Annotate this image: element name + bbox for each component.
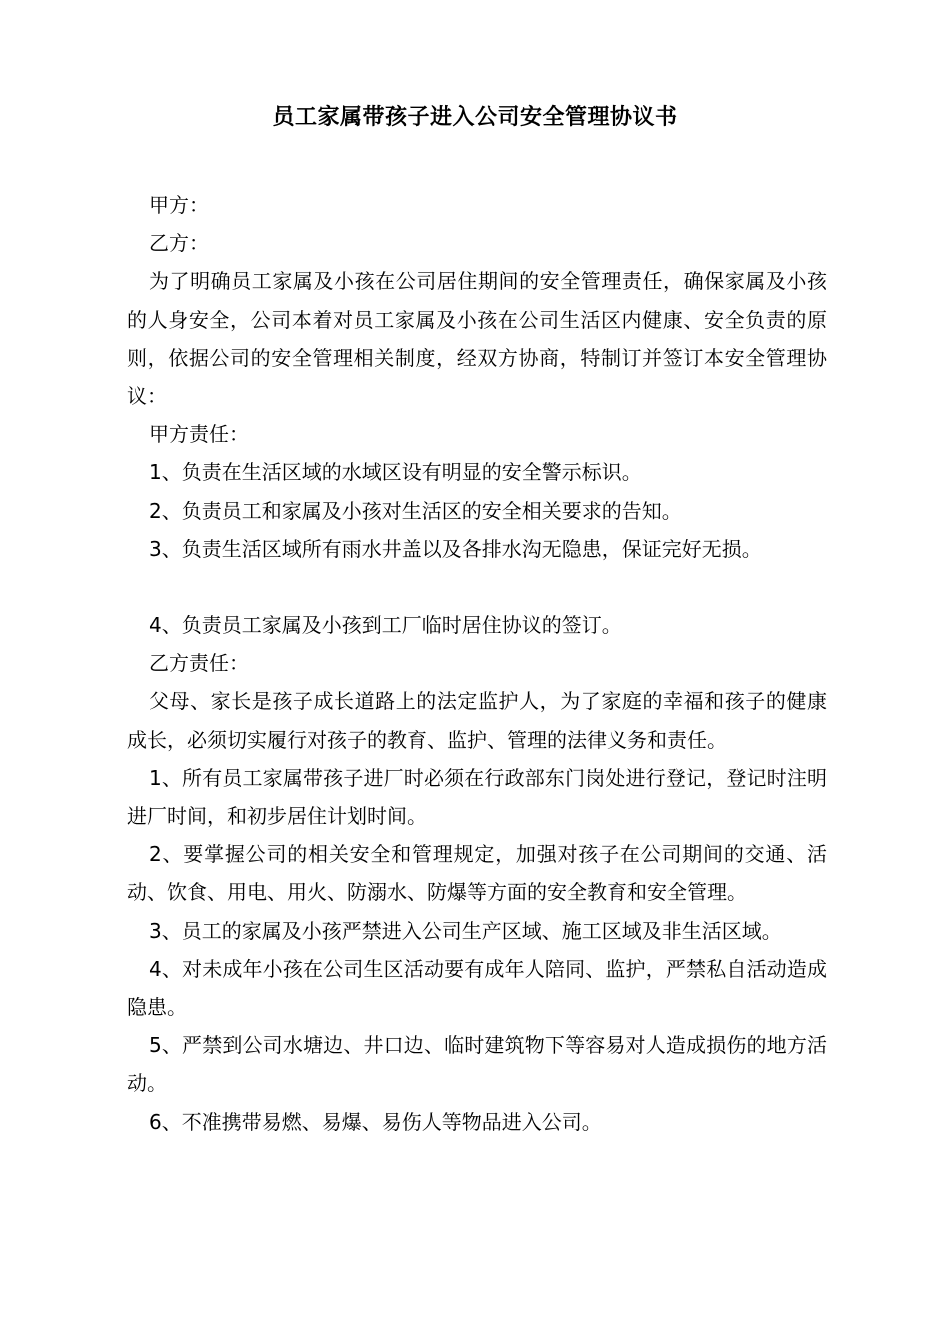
party-b-intro-paragraph: 父母、家长是孩子成长道路上的法定监护人，为了家庭的幸福和孩子的健康成长，必须切实履行对孩子的教育、监护、管理的法律义务和责任。 xyxy=(127,689,827,752)
party-b-responsibilities-heading: 乙方责任： xyxy=(149,651,249,676)
intro-paragraph: 为了明确员工家属及小孩在公司居住期间的安全管理责任，确保家属及小孩的人身安全，公司本着对员工家属及小孩在公司生活区内健康、安全负责的原则，依据公司的安全管理相关制度，经双方协商，特制订并签订本安全管理协议： xyxy=(127,269,827,409)
party-a-responsibilities-heading: 甲方责任： xyxy=(149,422,249,447)
party-b-line: 乙方： xyxy=(149,231,209,256)
party-a-item-2: 2、负责员工和家属及小孩对生活区的安全相关要求的告知。 xyxy=(149,498,682,523)
party-b-item-5: 5、严禁到公司水塘边、井口边、临时建筑物下等容易对人造成损伤的地方活动。 xyxy=(127,1033,827,1096)
party-b-item-2: 2、要掌握公司的相关安全和管理规定，加强对孩子在公司期间的交通、活动、饮食、用电、用火、防溺水、防爆等方面的安全教育和安全管理。 xyxy=(127,842,827,905)
document-title: 员工家属带孩子进入公司安全管理协议书 xyxy=(272,105,678,130)
document-body xyxy=(127,186,827,1141)
party-b-item-1: 1、所有员工家属带孩子进厂时必须在行政部东门岗处进行登记，登记时注明进厂时间，和初步居住计划时间。 xyxy=(127,765,827,829)
party-a-line: 甲方： xyxy=(149,193,209,217)
party-b-item-6: 6、不准携带易燃、易爆、易伤人等物品进入公司。 xyxy=(149,1109,602,1134)
paragraph-gap xyxy=(127,568,827,606)
party-a-item-3: 3、负责生活区域所有雨水井盖以及各排水沟无隐患，保证完好无损。 xyxy=(149,536,762,561)
party-a-item-4: 4、负责员工家属及小孩到工厂临时居住协议的签订。 xyxy=(149,613,622,638)
party-b-item-4: 4、对未成年小孩在公司生区活动要有成年人陪同、监护，严禁私自活动造成隐患。 xyxy=(127,956,827,1020)
party-b-item-3: 3、员工的家属及小孩严禁进入公司生产区域、施工区域及非生活区域。 xyxy=(149,918,782,943)
party-a-item-1: 1、负责在生活区域的水域区设有明显的安全警示标识。 xyxy=(149,460,642,485)
